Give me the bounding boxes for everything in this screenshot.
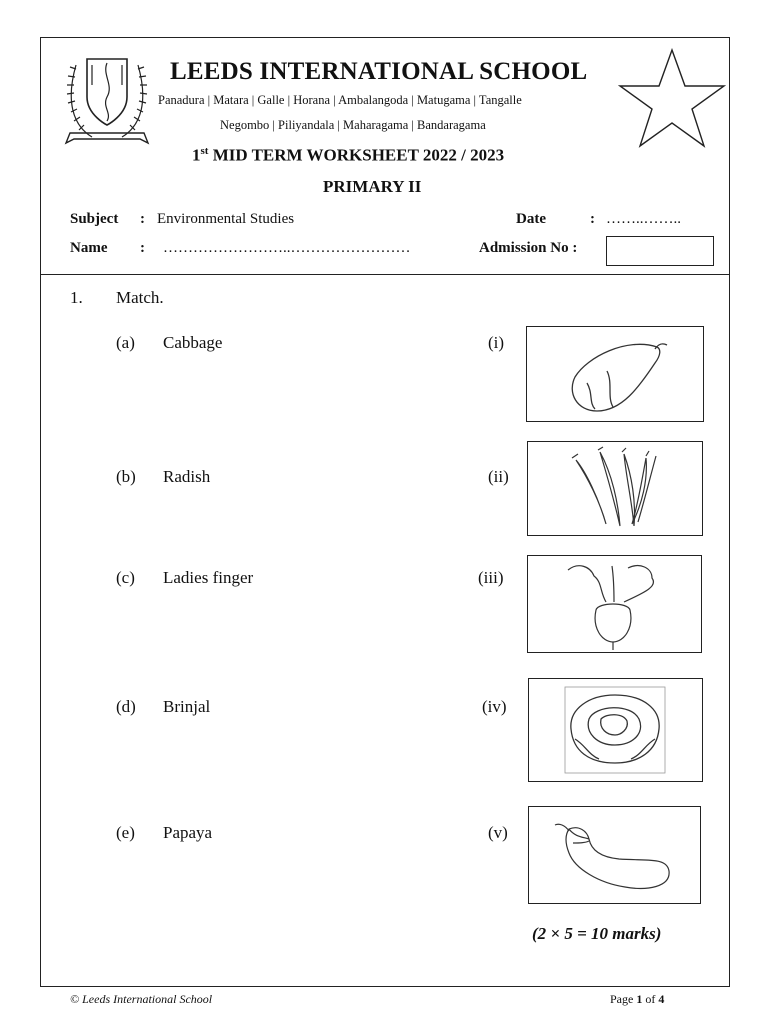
item-letter-e: (e) — [116, 823, 135, 842]
footer-copyright: © Leeds International School — [70, 992, 213, 1006]
date-label: Date — [516, 211, 546, 227]
subject-label: Subject — [70, 211, 119, 227]
subject-value: Environmental Studies — [157, 211, 295, 227]
picture-box-iii — [527, 555, 702, 653]
page-label: Page — [610, 992, 634, 1006]
footer-page-number — [610, 992, 664, 1007]
item-name-c: Ladies finger — [163, 568, 254, 587]
cabbage-icon — [529, 679, 702, 781]
admission-number-box[interactable] — [606, 236, 714, 266]
item-letter-b: (b) — [116, 467, 136, 486]
term-ordinal-suffix: st — [200, 145, 209, 157]
term-ordinal-number: 1 — [192, 145, 201, 165]
name-colon: : — [140, 240, 145, 256]
name-label: Name — [70, 240, 108, 256]
ladies-finger-icon — [528, 442, 702, 535]
date-field[interactable]: ……..…….. — [606, 211, 681, 227]
page-of: of — [645, 992, 656, 1006]
school-name: LEEDS INTERNATIONAL SCHOOL — [170, 58, 588, 85]
name-field[interactable]: ……………………..…………………… — [163, 240, 411, 256]
grade-title: PRIMARY II — [323, 177, 422, 196]
item-name-d: Brinjal — [163, 697, 211, 716]
brinjal-icon — [529, 807, 700, 903]
picture-box-i — [526, 326, 704, 422]
item-name-a: Cabbage — [163, 333, 223, 352]
page-current: 1 — [636, 992, 643, 1006]
option-roman-iii: (iii) — [478, 568, 504, 587]
question-number: 1. — [70, 288, 83, 307]
star-outline-icon — [618, 48, 726, 148]
option-roman-i: (i) — [488, 333, 505, 352]
header-divider — [41, 274, 729, 275]
branches-line-1: Panadura | Matara | Galle | Horana | Ambalangoda | Matugama | Tangalle — [158, 93, 522, 107]
option-roman-v: (v) — [488, 823, 508, 842]
marks-note: (2 × 5 = 10 marks) — [532, 924, 662, 943]
picture-box-v — [528, 806, 701, 904]
picture-box-ii — [527, 441, 703, 536]
item-letter-a: (a) — [116, 333, 135, 352]
option-roman-iv: (iv) — [482, 697, 507, 716]
term-title — [192, 145, 504, 166]
branches-line-2: Negombo | Piliyandala | Maharagama | Bandaragama — [220, 118, 486, 132]
papaya-icon — [527, 327, 703, 421]
subject-colon: : — [140, 211, 145, 227]
term-title-text: MID TERM WORKSHEET 2022 / 2023 — [212, 145, 505, 165]
radish-icon — [528, 556, 701, 652]
page-total: 4 — [658, 992, 665, 1006]
question-text: Match. — [116, 288, 164, 307]
item-letter-c: (c) — [116, 568, 135, 587]
school-crest-icon — [62, 45, 152, 153]
admission-label: Admission No : — [479, 240, 578, 256]
item-letter-d: (d) — [116, 697, 136, 716]
item-name-e: Papaya — [163, 823, 213, 842]
item-name-b: Radish — [163, 467, 211, 486]
option-roman-ii: (ii) — [488, 467, 509, 486]
picture-box-iv — [528, 678, 703, 782]
date-colon: : — [590, 211, 595, 227]
